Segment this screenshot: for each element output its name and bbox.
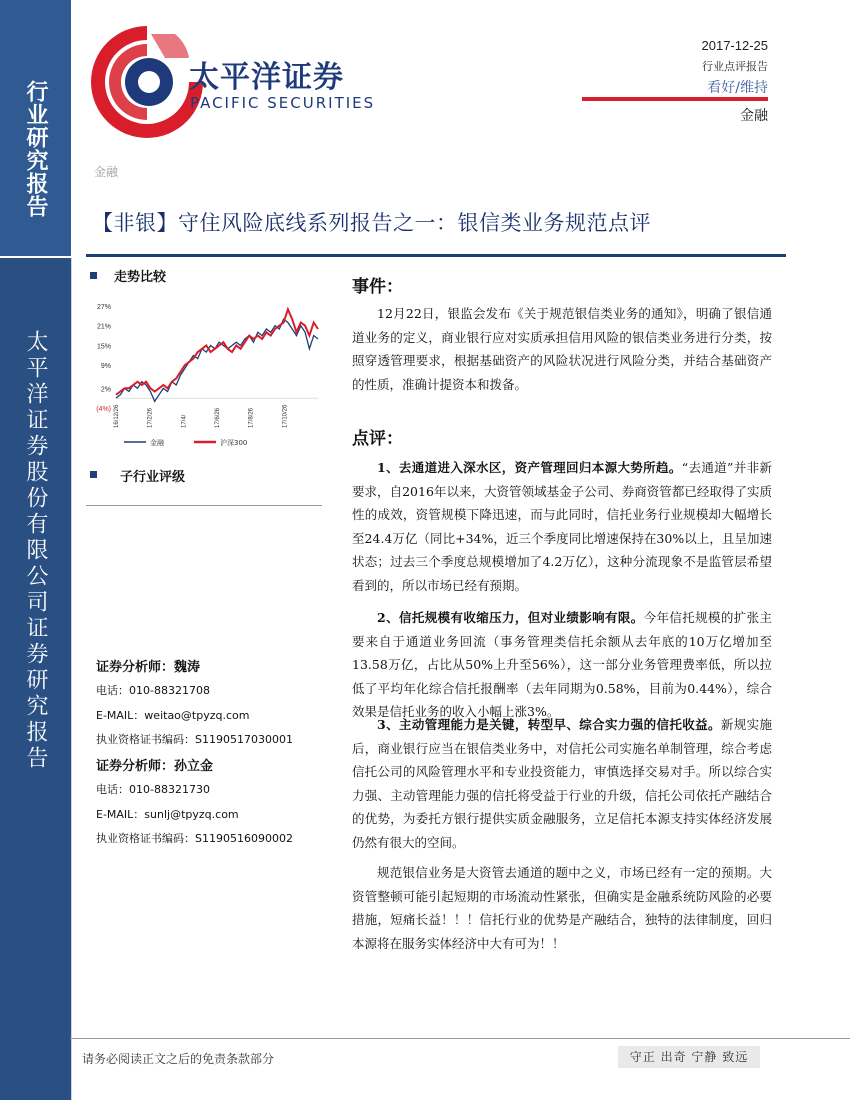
- review-point-3-text: 新规实施后，商业银行应当在银信类业务中，对信托公司实施名单制管理，综合考虑信托公司的风险管理水平和专业投资能力，审慎选择交易对手。所以综合实力强、主动管理能力强的信托将受益于行业的升级，信托公司依托产融结合的优势，为委托方银行提供实质金融服务，立足信托本源支持实体经济发展仍然有很大的空间。: [352, 717, 772, 850]
- subindustry-divider: [86, 505, 322, 506]
- x-tick-label: 16/12/26: [114, 404, 120, 428]
- analyst-2-phone: 电话：010-88321730: [96, 783, 210, 796]
- review-heading: 点评：: [352, 429, 403, 449]
- footer-divider: [70, 1038, 850, 1039]
- trend-heading: 走势比较: [114, 270, 167, 285]
- sidebar-company-label: 太平洋证券股份有限公司证券研究报告: [23, 330, 48, 772]
- x-tick-label: 17/10/26: [282, 404, 289, 428]
- brand-name-en: PACIFIC SECURITIES: [190, 94, 376, 112]
- y-tick-label: 21%: [96, 323, 111, 331]
- event-heading: 事件：: [352, 277, 403, 297]
- review-point-2-lead: 2、信托规模有收缩压力，但对业绩影响有限。: [377, 610, 644, 625]
- footer-disclaimer: 请务必阅读正文之后的免责条款部分: [82, 1052, 275, 1066]
- sidebar-report-type: 行业研究报告: [23, 80, 48, 218]
- legend-label: 沪深300: [220, 439, 248, 447]
- review-point-1-lead: 1、去通道进入深水区，资产管理回归本源大势所趋。: [377, 460, 682, 475]
- y-tick-label: (4%): [96, 406, 111, 413]
- y-tick-label: 2%: [100, 386, 111, 394]
- analyst-2-name: 证券分析师：孙立金: [96, 759, 214, 774]
- x-tick-label: 17/4/: [181, 414, 188, 428]
- y-tick-label: 15%: [96, 343, 111, 351]
- trend-chart: [86, 296, 336, 456]
- review-point-3: [352, 713, 772, 854]
- analyst-1-phone: 电话：010-88321708: [96, 684, 210, 697]
- report-title: 【非银】守住风险底线系列报告之一：银信类业务规范点评: [92, 211, 651, 235]
- report-type: 行业点评报告: [702, 60, 768, 73]
- header-sector: 金融: [740, 108, 768, 124]
- rating-label: 看好/维持: [707, 80, 768, 96]
- closing-paragraph: 规范银信业务是大资管去通道的题中之义，市场已经有一定的预期。大资管整顿可能引起短期的市场流动性紧张，但确实是金融系统防风险的必要措施，短痛长益！！！信托行业的优势是产融结合，独特的法律制度，回归本源将在服务实体经济中大有可为！！: [352, 865, 772, 951]
- subindustry-heading: 子行业评级: [120, 470, 186, 485]
- report-date: 2017-12-25: [701, 38, 768, 53]
- y-tick-label: 27%: [96, 304, 111, 311]
- review-point-1-text: “去通道”并非新要求，自2016年以来，大资管领域基金子公司、券商资管都已经取得了实质性的成效，资管规模下降迅速，而与此同时，信托业务行业规模却大幅增长至24.4万亿（同比+34%，近三个季度同比增速保持在30%以上，且呈加速状态；过去三个季度总规模增加了4.2万亿），这种分流现象不是监管层希望看到的，所以市场已经有预期。: [352, 460, 773, 593]
- bullet-square-icon: [90, 471, 97, 478]
- y-tick-label: 9%: [100, 363, 111, 371]
- x-tick-label: 17/8/26: [248, 407, 255, 428]
- header-accent-bar: [582, 97, 768, 101]
- legend-label: 金融: [150, 439, 164, 447]
- review-point-1: [352, 456, 772, 597]
- brand-name-cn: 太平洋证券: [189, 60, 344, 95]
- page-sector-label: 金融: [94, 165, 119, 179]
- analyst-2-email[interactable]: E-MAIL：sunlj@tpyzq.com: [96, 808, 239, 821]
- review-point-3-lead: 3、主动管理能力是关键，转型早、综合实力强的信托收益。: [377, 717, 721, 732]
- review-point-2: [352, 606, 772, 724]
- event-paragraph: 12月22日，银监会发布《关于规范银信类业务的通知》，明确了银信通道业务的定义，商业银行应对实质承担信用风险的银信类业务进行分类，按照穿透管理要求，根据基础资产的风险状况进行风险分类，并结合基础资产的性质，准确计提资本和拨备。: [352, 306, 772, 392]
- x-tick-label: 17/6/26: [215, 407, 221, 428]
- x-tick-label: 17/2/26: [147, 407, 154, 428]
- analyst-1-cert: 执业资格证书编码：S1190517030001: [96, 733, 293, 746]
- footer-motto: 守正 出奇 宁静 致远: [618, 1046, 760, 1068]
- bullet-square-icon: [90, 272, 97, 279]
- series-line-finance: [116, 319, 318, 401]
- analyst-1-email[interactable]: E-MAIL：weitao@tpyzq.com: [96, 709, 250, 722]
- analyst-1-name: 证券分析师：魏涛: [96, 660, 201, 675]
- review-point-2-text: 今年信托规模的扩张主要来自于通道业务回流（事务管理类信托余额从去年底的10万亿增加至13.58万亿，占比从50%上升至56%），这一部分业务管理费率低，所以拉低了平均年化综合信托报酬率（去年同期为0.58%，目前为0.44%），综合效果是信托业务的收入小幅上涨3%。: [352, 610, 772, 719]
- analyst-2-cert: 执业资格证书编码：S1190516090002: [96, 832, 293, 845]
- title-divider: [86, 254, 786, 257]
